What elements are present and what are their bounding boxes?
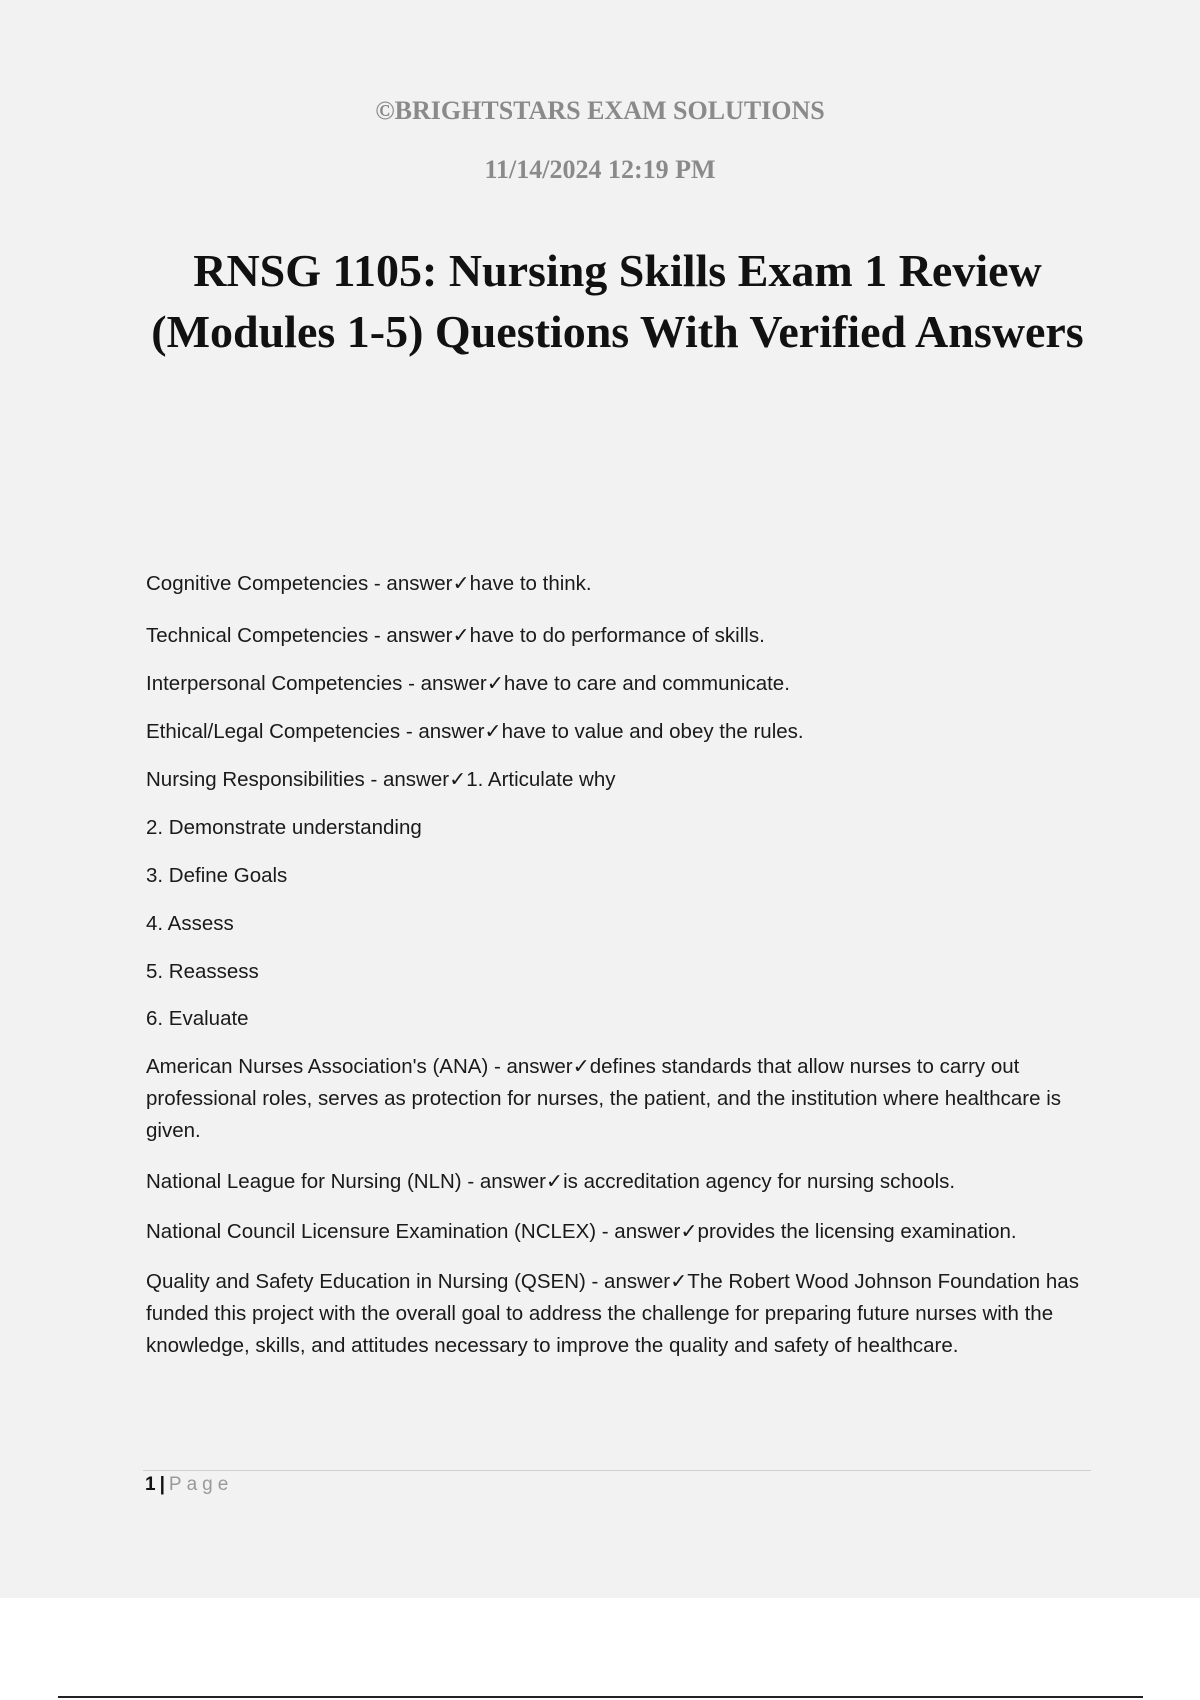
footer-separator: | — [159, 1474, 165, 1495]
qa-entry-interpersonal: Interpersonal Competencies - answer✓have to care and communicate. — [146, 672, 790, 695]
qa-entry-qsen: Quality and Safety Education in Nursing (QSEN) - answer✓The Robert Wood Johnson Foundation has funded this project with the overall goal to address the challenge for preparing future nurses with the knowledge, skills, and attitudes necessary to improve the quality and safety of healthcare. — [146, 1270, 1079, 1357]
next-page-divider — [58, 1696, 1143, 1698]
qa-entry-nursing-responsibilities: Nursing Responsibilities - answer✓1. Articulate why — [146, 768, 616, 791]
list-item: 5. Reassess — [146, 960, 259, 983]
page-number: 1 — [145, 1474, 156, 1495]
qa-entry-ethical-legal: Ethical/Legal Competencies - answer✓have to value and obey the rules. — [146, 720, 804, 743]
page-footer — [145, 1474, 233, 1496]
list-item: 3. Define Goals — [146, 864, 288, 887]
footer-divider — [143, 1470, 1091, 1471]
list-item: 6. Evaluate — [146, 1007, 249, 1030]
copyright-header: ©BRIGHTSTARS EXAM SOLUTIONS — [375, 96, 825, 125]
page-label: Page — [168, 1474, 234, 1495]
qa-entry-ana: American Nurses Association's (ANA) - answer✓defines standards that allow nurses to carry out professional roles, serves as protection for nurses, the patient, and the institution where healthcare is given. — [146, 1055, 1062, 1142]
qa-entry-technical: Technical Competencies - answer✓have to do performance of skills. — [146, 624, 765, 647]
qa-entry-nclex: National Council Licensure Examination (NCLEX) - answer✓provides the licensing examination. — [146, 1220, 1017, 1243]
qa-entry-cognitive: Cognitive Competencies - answer✓have to think. — [146, 572, 592, 595]
qa-list — [146, 568, 1096, 1362]
document-title: RNSG 1105: Nursing Skills Exam 1 Review (Modules 1-5) Questions With Verified Answers — [151, 245, 1084, 357]
list-item: 4. Assess — [146, 912, 234, 935]
timestamp-header: 11/14/2024 12:19 PM — [484, 155, 716, 184]
qa-entry-nln: National League for Nursing (NLN) - answer✓is accreditation agency for nursing schools. — [146, 1170, 956, 1193]
list-item: 2. Demonstrate understanding — [146, 816, 422, 839]
